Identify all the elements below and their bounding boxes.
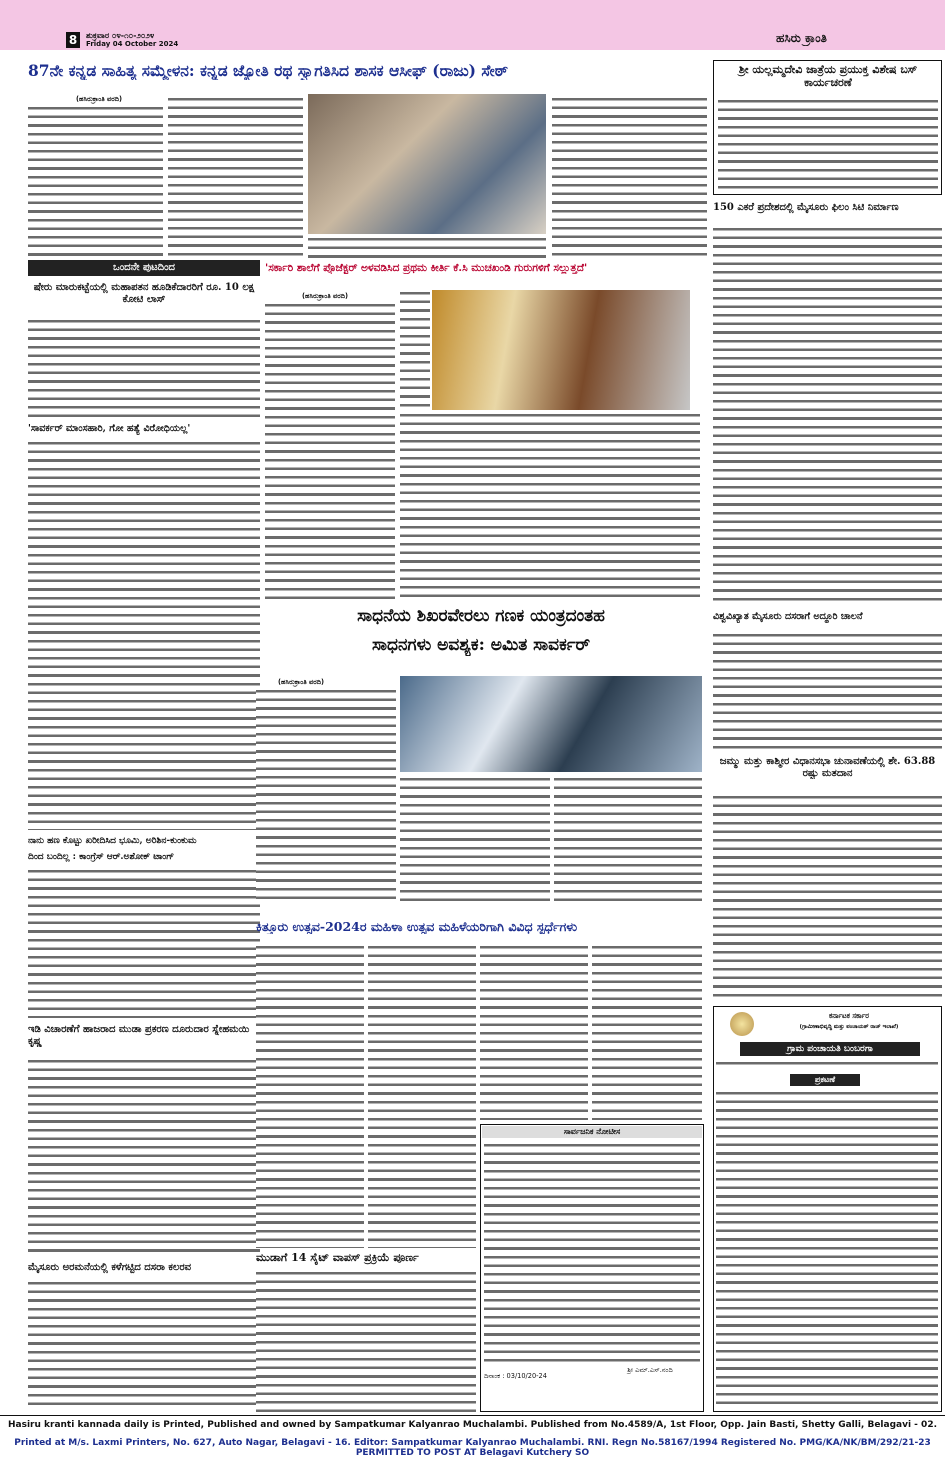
- footer-imprint-1: Hasiru kranti kannada daily is Printed, Published and owned by Sampatkumar Kalyanrao Muchalambi. Published from No.4589/A, 1st Floor, Opp. Jain Basti, Shetty Galli, Belagavi - 02.: [8, 1420, 937, 1430]
- lead-column-3: [552, 96, 707, 258]
- left-story-3-body: [28, 868, 260, 1018]
- film-city-headline: 150 ಎಕರೆ ಪ್ರದೇಶದಲ್ಲಿ ಮೈಸೂರು ಫಿಲಂ ಸಿಟಿ ನಿರ್ಮಾಣ: [713, 202, 899, 213]
- public-notice-date: ದಿನಾಂಕ : 03/10/20-24: [484, 1372, 547, 1380]
- public-notice-body: [484, 1142, 700, 1362]
- computer-photo: [400, 676, 702, 772]
- school-column-2a: [400, 290, 430, 410]
- school-byline: (ಹಸಿರುಕ್ರಾಂತಿ ವರದಿ): [302, 292, 348, 300]
- date-kannada: ಶುಕ್ರವಾರ ೦೪-೧೦-೨೦೨೪: [86, 31, 155, 40]
- left-story-3-headline-2: ದಿಂದ ಬಂದಿಲ್ಲ : ಕಾಂಗ್ರೆಸ್ ಆರ್.ಅಶೋಕ್ ಟಾಂಗ್: [28, 852, 175, 862]
- paper-name: ಹಸಿರು ಕ್ರಾಂತಿ: [776, 31, 827, 45]
- panchayat-sub-title: (ಗ್ರಾಮೀಣಾಭಿವೃದ್ಧಿ ಮತ್ತು ಪಂಚಾಯತ್ ರಾಜ್ ಇಲಾಖೆ): [799, 1024, 899, 1030]
- lead-byline: (ಹಸಿರುಕ್ರಾಂತಿ ವರದಿ): [76, 95, 122, 103]
- computer-headline-2: ಸಾಧನಗಳು ಅವಶ್ಯಕ: ಅಮಿತ ಸಾವರ್ಕರ್: [371, 636, 591, 655]
- school-headline: 'ಸರ್ಕಾರಿ ಶಾಲೆಗೆ ಪ್ರೊಜೆಕ್ಟರ್ ಅಳವಡಿಸಿದ ಪ್ರಥಮ ಕೀರ್ತಿ ಕೆ.ಸಿ ಮುಚಖಂಡಿ ಗುರುಗಳಿಗೆ ಸಲ್ಲುತ್ತದೆ': [265, 262, 588, 274]
- left-story-1-headline: ಷೇರು ಮಾರುಕಟ್ಟೆಯಲ್ಲಿ ಮಹಾಪತನ ಹೂಡಿಕೆದಾರರಿಗೆ ರೂ. 10 ಲಕ್ಷ ಕೋಟಿ ಲಾಸ್: [33, 282, 255, 305]
- kittur-headline: ಕಿತ್ತೂರು ಉತ್ಸವ-2024ರ ಮಹಿಳಾ ಉತ್ಸವ ಮಹಿಳೆಯರಿಗಾಗಿ ವಿವಿಧ ಸ್ಪರ್ಧೆಗಳು: [256, 920, 578, 934]
- school-photo: [432, 290, 690, 410]
- kittur-column-3: [480, 944, 588, 1120]
- kittur-column-2: [368, 944, 476, 1248]
- lead-column-2: [168, 96, 303, 257]
- left-story-4-body: [28, 1058, 260, 1258]
- left-story-1-body: [28, 318, 260, 418]
- computer-byline: (ಹಸಿರುಕ್ರಾಂತಿ ವರದಿ): [278, 678, 324, 686]
- date-english: Friday 04 October 2024: [86, 40, 179, 48]
- lead-photo: [308, 94, 546, 234]
- page-number: 8: [66, 32, 80, 48]
- computer-column-2: [400, 776, 550, 904]
- kittur-column-1: [256, 944, 364, 1248]
- jk-body: [713, 794, 942, 1000]
- panchayat-heading: ಗ್ರಾಮ ಪಂಚಾಯತಿ ಬಂಬರಗಾ: [740, 1042, 920, 1056]
- panchayat-ref-line: [716, 1060, 938, 1070]
- left-story-5-headline: ಮೈಸೂರು ಅರಮನೆಯಲ್ಲಿ ಕಳೆಗಟ್ಟಿದ ದಸರಾ ಕಲರವ: [28, 1262, 192, 1273]
- left-story-4-headline: ಇಡಿ ವಿಚಾರಣೆಗೆ ಹಾಜರಾದ ಮುಡಾ ಪ್ರಕರಣ ದೂರುದಾರ ಸ್ನೇಹಮಯಿ ಕೃಷ್ಣ: [28, 1024, 250, 1047]
- panchayat-gov-title: ಕರ್ನಾಟಕ ಸರ್ಕಾರ: [829, 1012, 869, 1020]
- footer-imprint-2: Printed at M/s. Laxmi Printers, No. 627, Auto Nagar, Belagavi - 16. Editor: Sampatkumar Kalyanrao Muchalambi. RNI. Regn No.58167/1994 Registered No. PMG/KA/NK/BM/292/21-23 PERMITTED TO POST AT Belagavi Kutchery SO: [14, 1438, 931, 1458]
- bus-body: [718, 98, 938, 192]
- panchayat-notice-body: [716, 1090, 938, 1408]
- left-story-3-headline-1: ನಾನು ಹಣ ಕೊಟ್ಟು ಖರೀದಿಸಿದ ಭೂಮಿ, ಅರಿಶಿನ-ಕುಂಕುಮ: [28, 836, 197, 846]
- film-city-body: [713, 226, 942, 606]
- school-column-2: [400, 412, 700, 600]
- lead-column-1: [28, 105, 163, 257]
- computer-column-1: [256, 688, 396, 904]
- public-notice-signature: ಶ್ರೀ ಎಮ್.ಎಸ್.ನಂದಿ: [627, 1366, 673, 1374]
- muda-headline: ಮುಡಾಗೆ 14 ಸೈಟ್ ವಾಪಸ್ ಪ್ರಕ್ರಿಯೆ ಪೂರ್ಣ: [256, 1252, 419, 1264]
- kittur-column-4: [592, 944, 702, 1120]
- lead-caption: [308, 236, 546, 258]
- dasara-body: [713, 632, 942, 754]
- left-story-2-headline: 'ಸಾವರ್ಕರ್ ಮಾಂಸಹಾರಿ, ಗೋ ಹತ್ಯೆ ವಿರೋಧಿಯಲ್ಲ': [28, 424, 191, 434]
- section-banner: ಒಂದನೇ ಪುಟದಿಂದ: [28, 260, 260, 276]
- left-story-5-body: [28, 1280, 260, 1410]
- public-notice-title: ಸಾರ್ವಜನಿಕ ನೋಟೀಸ: [482, 1126, 702, 1138]
- karnataka-emblem-icon: [730, 1012, 754, 1036]
- left-story-2-body: [28, 440, 260, 830]
- school-column-1: [265, 302, 395, 600]
- computer-column-3: [554, 776, 702, 904]
- lead-headline: 87ನೇ ಕನ್ನಡ ಸಾಹಿತ್ಯ ಸಮ್ಮೇಳನ: ಕನ್ನಡ ಜ್ಯೋತಿ ರಥ ಸ್ವಾಗತಿಸಿದ ಶಾಸಕ ಆಸೀಫ್ (ರಾಜು) ಸೇಠ್: [28, 62, 508, 80]
- panchayat-notice-label: ಪ್ರಕಟಣೆ: [790, 1074, 860, 1086]
- footer-rule: [0, 1415, 945, 1416]
- muda-body: [256, 1270, 476, 1412]
- computer-headline-1: ಸಾಧನೆಯ ಶಿಖರವೇರಲು ಗಣಕ ಯಂತ್ರದಂತಹ: [357, 607, 605, 626]
- dasara-headline: ವಿಶ್ವವಿಖ್ಯಾತ ಮೈಸೂರು ದಸರಾಗೆ ಅದ್ಧೂರಿ ಚಾಲನೆ: [713, 612, 863, 622]
- bus-headline: ಶ್ರೀ ಯಲ್ಲಮ್ಮದೇವಿ ಜಾತ್ರೆಯ ಪ್ರಯುಕ್ತ ವಿಶೇಷ ಬಸ್ ಕಾರ್ಯಚರಣೆ: [738, 64, 918, 89]
- jk-headline: ಜಮ್ಮು ಮತ್ತು ಕಾಶ್ಮೀರ ವಿಧಾನಸಭಾ ಚುನಾವಣೆಯಲ್ಲಿ ಶೇ. 63.88 ರಷ್ಟು ಮತದಾನ: [719, 756, 936, 779]
